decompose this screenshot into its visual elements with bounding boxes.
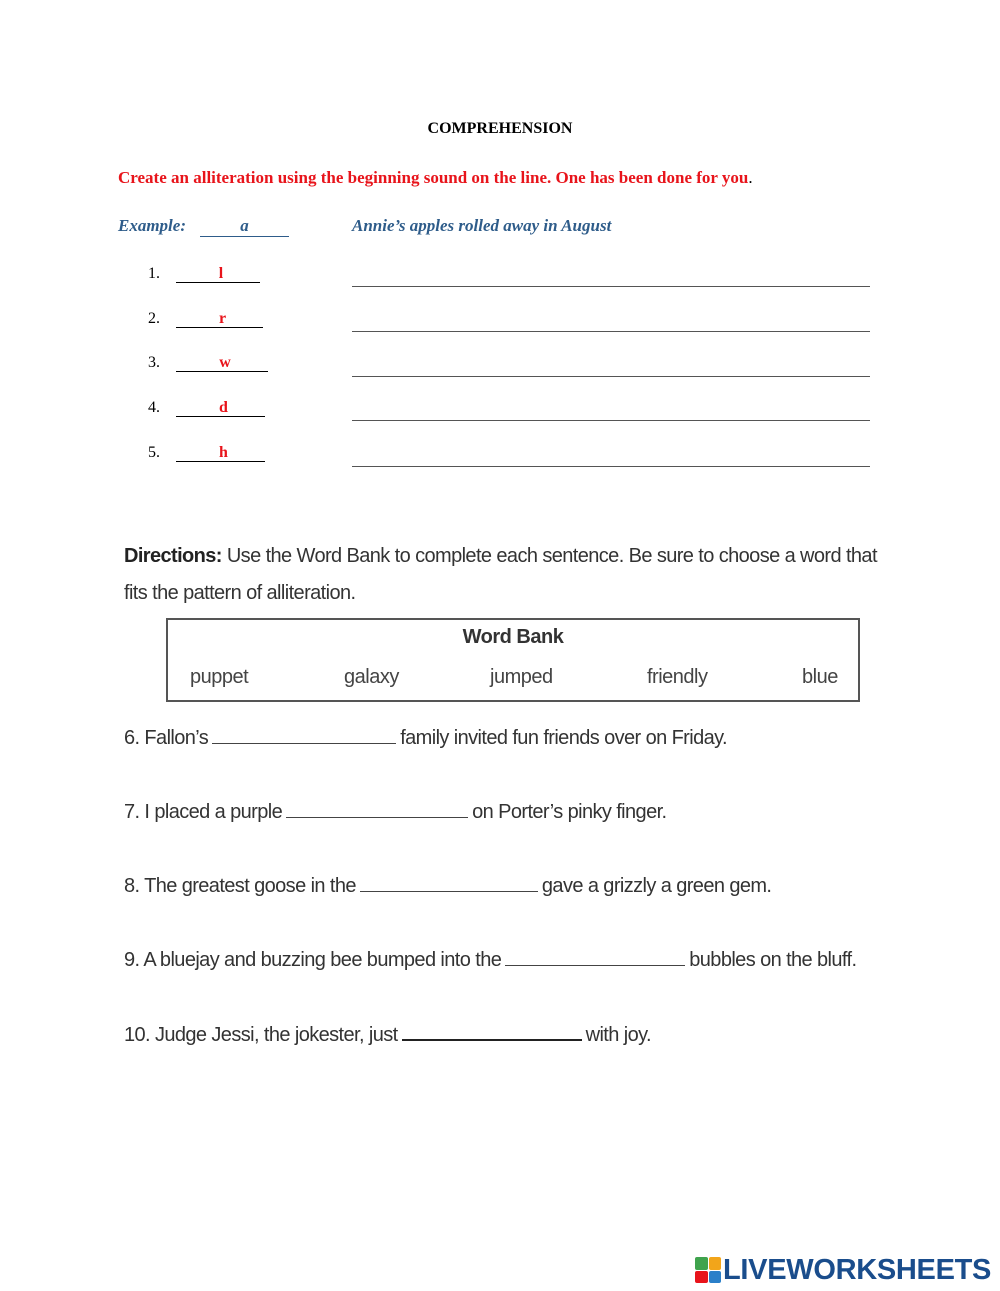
logo-tile (709, 1271, 722, 1284)
sentence-blank[interactable] (286, 803, 468, 818)
word-bank-title: Word Bank (462, 626, 564, 648)
item-number: 3. (148, 354, 160, 371)
directions-label: Directions: (124, 545, 222, 567)
example-sentence: Annie’s apples rolled away in August (352, 216, 612, 235)
sentence-item (124, 1021, 651, 1049)
word-bank-word: blue (802, 666, 838, 688)
sentence-after: gave a grizzly a green gem. (541, 875, 772, 897)
logo-text: LIVEWORKSHEETS (723, 1253, 992, 1286)
letter-blank: l (176, 265, 260, 283)
letter-blank: h (176, 444, 265, 462)
letter-blank: r (176, 310, 263, 328)
word-bank-word: jumped (490, 666, 553, 688)
word-bank-word: galaxy (344, 666, 399, 688)
directions-body: Use the Word Bank to complete each sentence. Be sure to choose a word that fits the pattern of alliteration. (124, 545, 877, 604)
sentence-item (124, 798, 667, 826)
sentence-before: 6. Fallon’s (124, 727, 209, 749)
letter-blank: w (176, 354, 268, 372)
instruction-text (118, 168, 753, 188)
sentence-blank[interactable] (212, 729, 396, 744)
word-bank-word: friendly (647, 666, 708, 688)
item-number: 1. (148, 265, 160, 282)
example-letter: a (200, 216, 289, 237)
sentence-before: 9. A bluejay and buzzing bee bumped into the (124, 949, 502, 971)
example-label: Example: (118, 216, 186, 235)
sentence-after: on Porter’s pinky finger. (472, 801, 667, 823)
answer-line[interactable] (352, 268, 870, 287)
answer-line[interactable] (352, 402, 870, 421)
word-bank (166, 618, 860, 702)
logo-icon (695, 1257, 721, 1283)
sentence-blank[interactable] (360, 877, 538, 892)
sentence-blank[interactable] (505, 951, 685, 966)
answer-line[interactable] (352, 448, 870, 467)
sentence-item (124, 946, 856, 974)
item-number: 2. (148, 310, 160, 327)
sentence-item (124, 724, 727, 752)
sentence-after: bubbles on the bluff. (689, 949, 857, 971)
sentence-item (124, 872, 771, 900)
directions-text (124, 538, 884, 612)
sentence-before: 8. The greatest goose in the (124, 875, 356, 897)
instruction-body: Create an alliteration using the beginning sound on the line. One has been done for you (118, 168, 749, 187)
logo-tile (695, 1271, 708, 1284)
sentence-after: with joy. (585, 1024, 651, 1046)
answer-line[interactable] (352, 358, 870, 377)
sentence-after: family invited fun friends over on Friday. (400, 727, 728, 749)
word-bank-word: puppet (190, 666, 249, 688)
sentence-blank[interactable] (402, 1025, 582, 1041)
item-number: 4. (148, 399, 160, 416)
letter-blank: d (176, 399, 265, 417)
sentence-before: 7. I placed a purple (124, 801, 283, 823)
instruction-period: . (748, 168, 753, 187)
page-title: COMPREHENSION (427, 120, 573, 137)
sentence-before: 10. Judge Jessi, the jokester, just (124, 1024, 398, 1046)
liveworksheets-logo (695, 1253, 991, 1287)
logo-tile (709, 1257, 722, 1270)
item-number: 5. (148, 444, 160, 461)
answer-line[interactable] (352, 313, 870, 332)
logo-tile (695, 1257, 708, 1270)
